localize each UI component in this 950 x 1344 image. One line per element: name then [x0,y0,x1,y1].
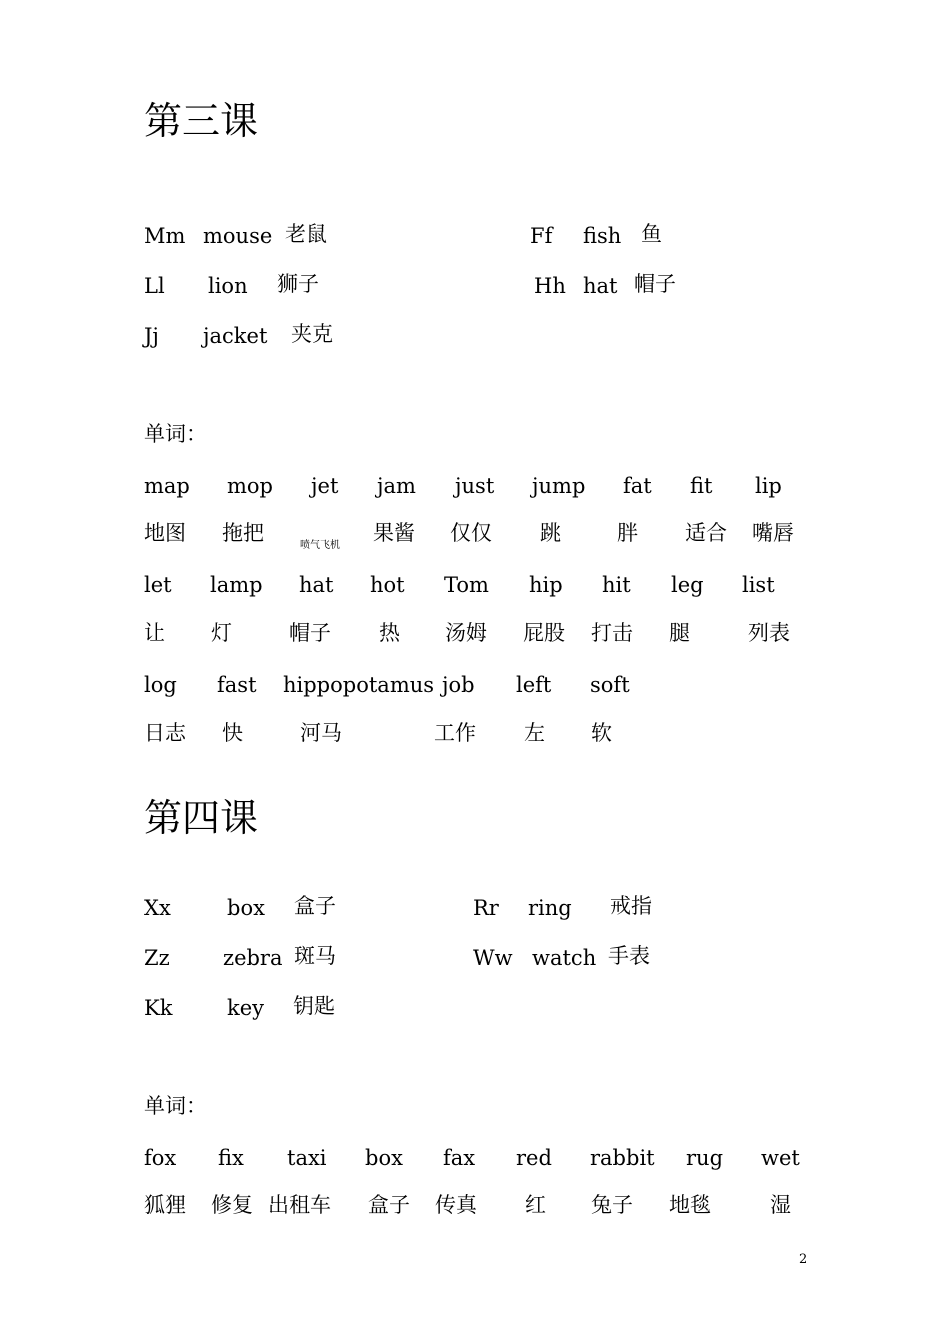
lesson-3-title: 第三课 [144,99,259,143]
vocab-word: hit [602,573,631,597]
vocab-word: log [144,673,177,697]
letter-upper-lower: Ff [530,224,553,248]
vocab-label: 单词： [144,422,207,446]
letter-word: ring [528,896,572,920]
letter-upper-lower: Kk [144,996,173,1020]
vocab-word: hip [529,573,563,597]
vocab-word: fast [217,673,257,697]
vocab-translation: 仅仅 [450,521,492,545]
vocab-translation: 灯 [211,621,232,645]
letter-translation: 手表 [608,944,650,968]
vocab-word: jam [377,474,416,498]
vocab-word: fit [690,474,713,498]
vocab-word: just [455,474,495,498]
vocab-word: fix [218,1146,244,1170]
letter-word: zebra [223,946,283,970]
letter-upper-lower: Rr [473,896,499,920]
vocab-word: lamp [210,573,263,597]
vocab-word: red [516,1146,552,1170]
letter-upper-lower: Ll [144,274,165,298]
vocab-word: mop [227,474,273,498]
letter-upper-lower: Hh [534,274,566,298]
vocab-translation: 地图 [144,521,186,545]
vocab-word: wet [761,1146,800,1170]
vocab-word: job [442,673,475,697]
vocab-translation: 拖把 [222,521,264,545]
letter-word: hat [583,274,618,298]
vocab-word: fox [144,1146,177,1170]
vocab-word: let [144,573,172,597]
vocab-word: soft [590,673,630,697]
vocab-translation: 打击 [591,621,633,645]
vocab-translation: 适合 [685,521,727,545]
letter-translation: 老鼠 [285,222,327,246]
vocab-translation: 红 [525,1193,546,1217]
vocab-translation: 修复 [211,1193,253,1217]
letter-word: key [227,996,265,1020]
vocab-translation: 日志 [144,721,186,745]
lesson-4-title: 第四课 [144,796,259,840]
vocab-word: jet [311,474,339,498]
vocab-translation: 狐狸 [144,1193,186,1217]
vocab-translation: 屁股 [523,621,565,645]
vocab-translation: 传真 [435,1193,477,1217]
vocab-translation: 帽子 [289,621,331,645]
vocab-translation: 出租车 [268,1193,331,1217]
letter-translation: 狮子 [277,272,319,296]
vocab-translation: 软 [591,721,612,745]
letter-upper-lower: Ww [473,946,513,970]
vocab-translation: 热 [379,621,400,645]
vocab-word: lip [755,474,782,498]
vocab-translation: 左 [524,721,545,745]
vocab-translation: 湿 [770,1193,791,1217]
letter-upper-lower: Mm [144,224,186,248]
vocab-translation: 跳 [540,521,561,545]
letter-translation: 夹克 [291,322,333,346]
vocab-translation: 河马 [300,721,342,745]
letter-upper-lower: Zz [144,946,170,970]
vocab-translation: 胖 [617,521,638,545]
letter-translation: 斑马 [294,944,336,968]
vocab-word: list [742,573,775,597]
vocab-translation: 腿 [669,621,690,645]
letter-word: lion [208,274,248,298]
vocab-word: box [365,1146,403,1170]
letter-word: mouse [203,224,273,248]
vocab-translation: 让 [144,621,165,645]
vocab-translation: 快 [222,721,243,745]
letter-upper-lower: Xx [144,896,171,920]
page-number: 2 [799,1252,808,1267]
letter-word: watch [532,946,597,970]
vocab-translation: 盒子 [368,1193,410,1217]
letter-word: jacket [203,324,268,348]
letter-word: box [227,896,265,920]
vocab-word: left [516,673,552,697]
letter-translation: 盒子 [294,894,336,918]
vocab-word: fat [623,474,652,498]
vocab-word: fax [443,1146,476,1170]
vocab-translation: 汤姆 [445,621,487,645]
vocab-translation: 喷气飞机 [300,540,340,551]
letter-translation: 鱼 [641,222,662,246]
vocab-translation: 列表 [748,621,790,645]
vocab-word: rabbit [590,1146,655,1170]
letter-translation: 戒指 [610,894,652,918]
letter-upper-lower: Jj [144,324,159,348]
vocab-word: hat [299,573,334,597]
vocab-word: taxi [287,1146,327,1170]
letter-translation: 钥匙 [293,994,335,1018]
vocab-translation: 果酱 [373,521,415,545]
vocab-word: hippopotamus [283,673,435,697]
vocab-word: Tom [444,573,489,597]
vocab-word: map [144,474,190,498]
vocab-word: rug [686,1146,724,1170]
vocab-label: 单词： [144,1094,207,1118]
vocab-translation: 地毯 [669,1193,711,1217]
vocab-translation: 兔子 [591,1193,633,1217]
letter-word: fish [583,224,622,248]
vocab-translation: 嘴唇 [752,521,794,545]
letter-translation: 帽子 [634,272,676,296]
vocab-translation: 工作 [434,721,476,745]
vocab-word: hot [370,573,405,597]
vocab-word: jump [532,474,586,498]
vocab-word: leg [671,573,704,597]
